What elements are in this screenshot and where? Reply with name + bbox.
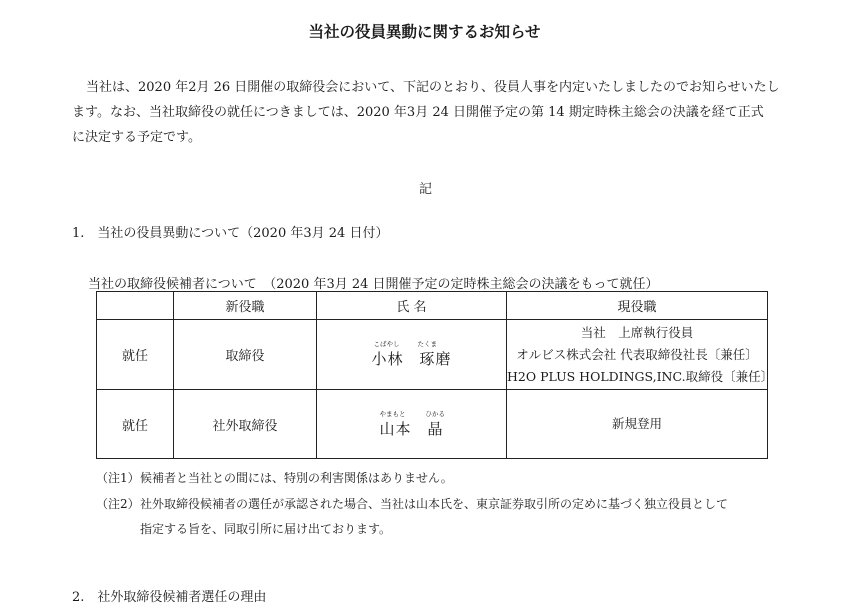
table-row	[97, 320, 768, 390]
row1-current-line-3: H2O PLUS HOLDINGS,INC.取締役〔兼任〕	[507, 368, 774, 384]
row1-position: 取締役	[174, 320, 317, 390]
header-blank	[97, 292, 174, 320]
section2-heading: 2. 社外取締役候補者選任の理由	[72, 590, 267, 605]
header-new-position: 新役職	[174, 292, 317, 320]
intro-line-1: 当社は、2020 年2月 26 日開催の取締役会において、下記のとおり、役員人事を内定いたしましたのでお知らせいたし	[86, 80, 780, 95]
intro-line-3: に決定する予定です。	[72, 130, 201, 145]
row2-furigana-given: ひかる	[425, 409, 445, 418]
row2-name-text: 山本 晶	[379, 419, 444, 438]
row2-current-line-1: 新規登用	[611, 416, 662, 431]
row1-name-cell	[317, 320, 507, 390]
row1-name	[371, 340, 451, 369]
row1-furigana-given: たくま	[417, 340, 437, 348]
row1-current	[507, 320, 774, 390]
intro-line-2: ます。なお、当社取締役の就任につきましては、2020 年3月 24 日開催予定の第 14 期定時株主総会の決議を経て正式	[72, 105, 764, 120]
row2-name-cell	[317, 390, 507, 459]
row2-current	[507, 390, 768, 459]
page-title: 当社の役員異動に関するお知らせ	[308, 23, 541, 41]
note-2-label: （注2）	[96, 497, 140, 511]
row1-type: 就任	[97, 320, 174, 390]
row2-type: 就任	[97, 390, 174, 459]
ki-marker: 記	[419, 182, 433, 197]
table-row	[97, 390, 768, 459]
header-name: 氏 名	[317, 292, 507, 320]
note-2-text: 社外取締役候補者の選任が承認された場合、当社は山本氏を、東京証券取引所の定めに基づく独立役員として	[140, 497, 729, 511]
section1-heading: 1. 当社の役員異動について（2020 年3月 24 日付）	[72, 226, 389, 241]
header-current-position: 現役職	[507, 292, 768, 320]
row2-position: 社外取締役	[174, 390, 317, 459]
row1-name-text: 小林 琢磨	[371, 350, 452, 368]
row1-current-line-2: オルビス株式会社 代表取締役社長〔兼任〕	[516, 346, 758, 362]
table-header-row	[97, 292, 768, 320]
section1-subheading: 当社の取締役候補者について （2020 年3月 24 日開催予定の定時株主総会の決議をもって就任）	[88, 277, 659, 292]
row2-furigana-surname: やまもと	[379, 409, 406, 418]
officer-table	[96, 291, 774, 459]
note-2-text-line-2: 指定する旨を、同取引所に届け出ております。	[140, 522, 392, 536]
row2-name	[379, 410, 443, 439]
note-1-text: 候補者と当社との間には、特別の利害関係はありません。	[140, 471, 453, 485]
row1-current-line-1: 当社 上席執行役員	[580, 324, 694, 340]
row1-furigana-surname: こばやし	[373, 340, 400, 348]
note-1-label: （注1）	[96, 471, 140, 485]
